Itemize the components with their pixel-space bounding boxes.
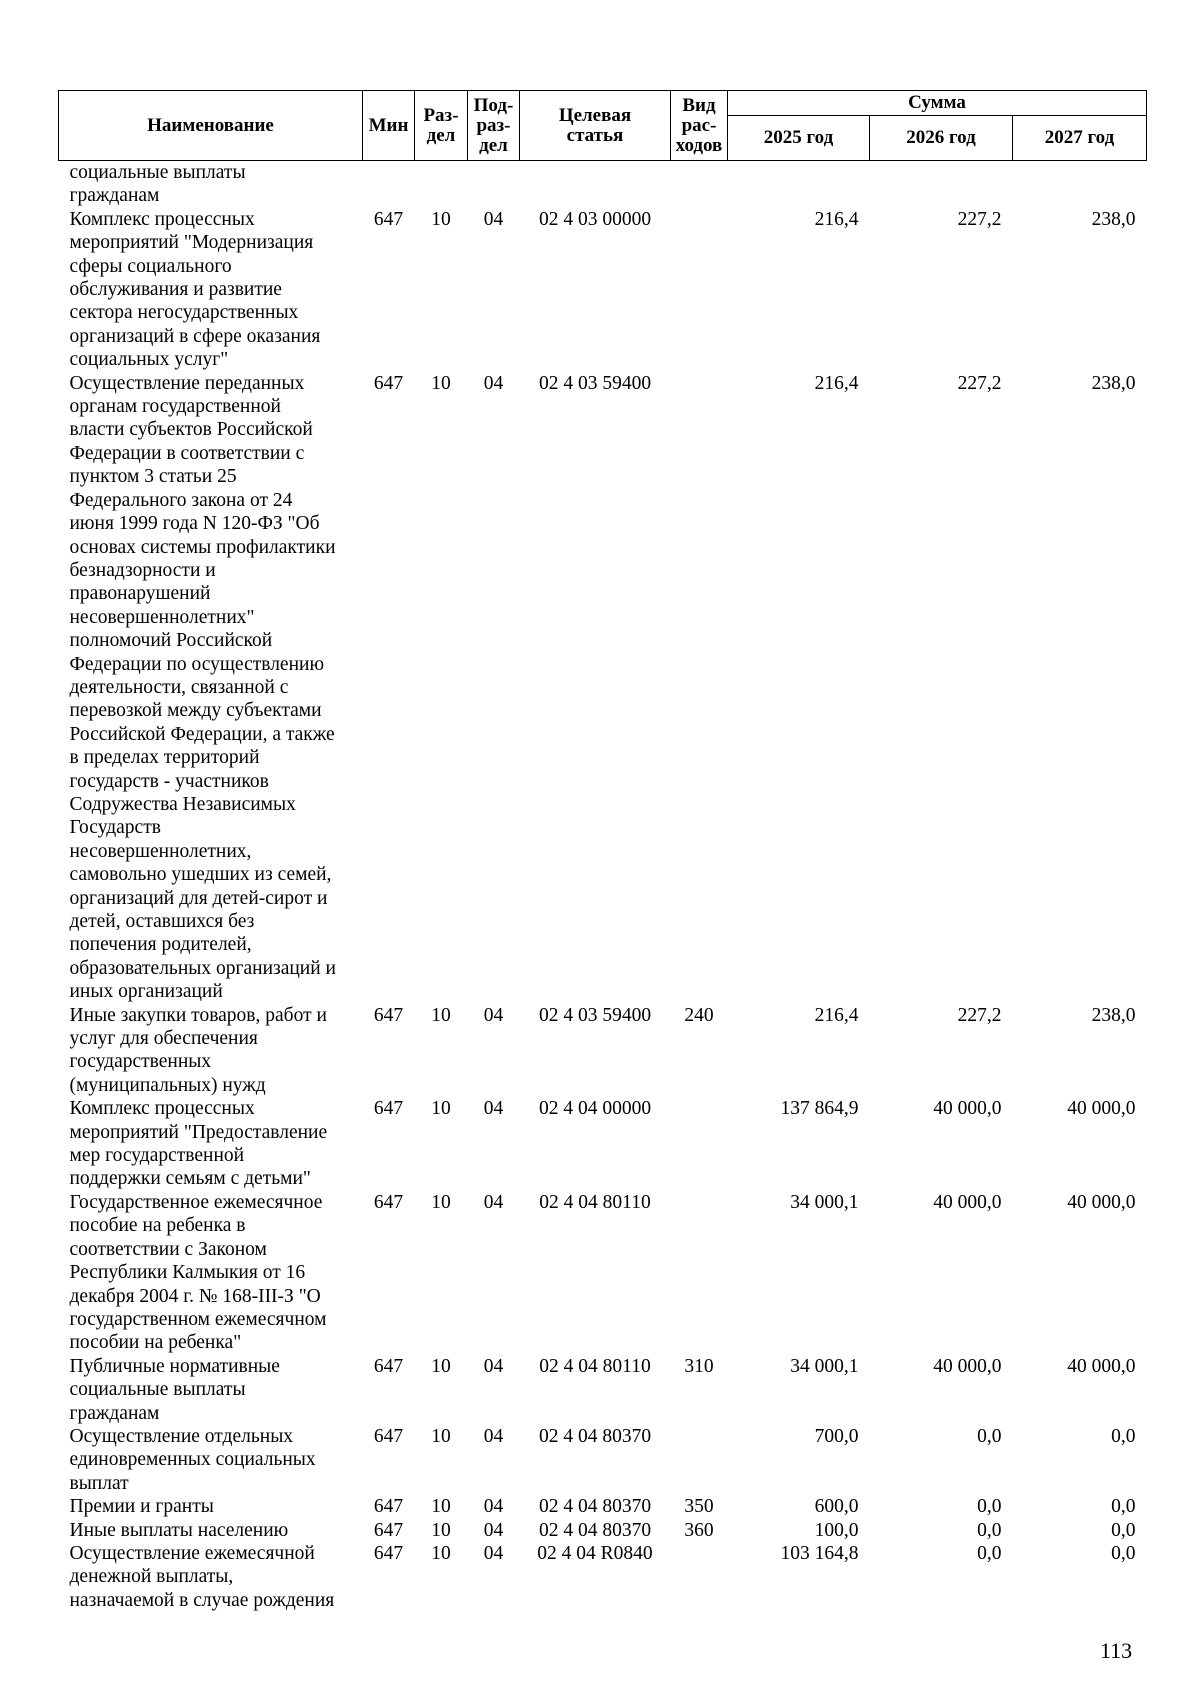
page-number: 113 (1100, 1638, 1133, 1663)
cell-razdel: 10 (431, 1519, 451, 1541)
header-razdel: Раз- дел (415, 91, 468, 161)
cell-sum-2026: 40 000,0 (933, 1355, 1002, 1377)
cell-min: 647 (373, 1542, 404, 1564)
cell-celevaya: 02 4 04 80110 (539, 1355, 651, 1377)
cell-name: Комплекс процессных мероприятий "Модернизация сферы социального обслуживания и развитие сектора негосударственных организаций в сфере оказания социальных услуг" (69, 208, 321, 371)
cell-sum-2027: 0,0 (1111, 1496, 1136, 1518)
cell-razdel: 10 (431, 208, 451, 230)
cell-sum-2026: 0,0 (977, 1496, 1002, 1518)
cell-celevaya: 02 4 04 80370 (538, 1496, 652, 1518)
table-row (59, 1355, 1147, 1425)
cell-sum-2025: 137 864,9 (780, 1098, 859, 1120)
cell-sum-2026: 0,0 (977, 1519, 1002, 1541)
cell-name: социальные выплаты гражданам (69, 162, 246, 207)
cell-min (363, 161, 415, 208)
cell-min: 647 (373, 1355, 404, 1377)
cell-min: 647 (373, 1004, 404, 1026)
table-row (59, 208, 1147, 372)
cell-sum-2025: 103 164,8 (780, 1542, 859, 1564)
cell-podrazdel: 04 (483, 1355, 504, 1377)
cell-sum-2026: 227,2 (957, 208, 1002, 230)
cell-celevaya: 02 4 04 80370 (538, 1425, 652, 1447)
cell-podrazdel: 04 (483, 1519, 504, 1541)
cell-razdel: 10 (431, 1004, 451, 1026)
cell-celevaya: 02 4 04 80110 (539, 1191, 651, 1213)
budget-table-page (58, 90, 1146, 1612)
cell-razdel: 10 (431, 1425, 451, 1447)
cell-sum-2025: 100,0 (814, 1519, 859, 1541)
cell-vid (671, 208, 728, 372)
budget-table (58, 90, 1147, 1612)
table-row (59, 1191, 1147, 1355)
cell-sum-2025: 600,0 (814, 1496, 859, 1518)
cell-name: Осуществление ежемесячной денежной выплаты, назначаемой в случае рождения (69, 1542, 335, 1611)
cell-sum-2025: 700,0 (814, 1425, 859, 1447)
cell-name: Государственное ежемесячное пособие на ребенка в соответствии с Законом Республики Калмыкия от 16 декабря 2004 г. № 168-III-З "О государственном ежемесячном пособии на ребенка" (69, 1191, 327, 1354)
cell-sum-2025: 216,4 (814, 1004, 859, 1026)
table-row (59, 1004, 1147, 1098)
cell-sum-2026: 227,2 (957, 372, 1002, 394)
cell-sum-2027: 238,0 (1091, 1004, 1136, 1026)
cell-celevaya: 02 4 04 00000 (538, 1098, 652, 1120)
cell-name: Иные выплаты населению (69, 1519, 289, 1541)
cell-min: 647 (373, 1098, 404, 1120)
cell-razdel (415, 161, 468, 208)
cell-sum-2027: 238,0 (1091, 208, 1136, 230)
cell-podrazdel (468, 161, 520, 208)
cell-podrazdel: 04 (483, 1425, 504, 1447)
cell-sum-2027: 0,0 (1111, 1425, 1136, 1447)
table-body (59, 161, 1147, 1613)
cell-sum-2027 (1013, 161, 1147, 208)
cell-min: 647 (373, 1191, 404, 1213)
cell-razdel: 10 (431, 1355, 451, 1377)
cell-razdel: 10 (431, 1098, 451, 1120)
cell-sum-2025: 216,4 (814, 372, 859, 394)
cell-sum-2025: 34 000,1 (790, 1355, 859, 1377)
cell-podrazdel: 04 (483, 1496, 504, 1518)
cell-vid: 310 (684, 1355, 714, 1377)
cell-sum-2027: 40 000,0 (1067, 1355, 1136, 1377)
cell-vid: 360 (684, 1519, 714, 1541)
cell-min: 647 (373, 1496, 404, 1518)
cell-sum-2025 (728, 161, 870, 208)
header-2025: 2025 год (728, 116, 870, 161)
cell-name: Осуществление переданных органам государственной власти субъектов Российской Федерации в соответствии с пунктом 3 статьи 25 Федерального закона от 24 июня 1999 года N 120-ФЗ "Об основах системы профилактики безнадзорности и правонарушений несовершеннолетних" полномочий Российской Федерации по осуществлению деятельности, связанной с перевозкой между субъектами Российской Федерации, а также в пределах территорий государств - участников Содружества Независимых Государств несовершеннолетних, самовольно ушедших из семей, организаций для детей-сирот и детей, оставшихся без попечения родителей, образовательных организаций и иных организаций (69, 372, 336, 1003)
header-2026: 2026 год (870, 116, 1013, 161)
table-row (59, 1425, 1147, 1495)
table-row (59, 1495, 1147, 1518)
cell-vid (671, 1542, 728, 1612)
header-celevaya: Целевая статья (520, 91, 671, 161)
table-row (59, 1097, 1147, 1191)
header-2027: 2027 год (1013, 116, 1147, 161)
cell-sum-2027: 40 000,0 (1067, 1098, 1136, 1120)
table-header (59, 91, 1147, 161)
cell-min: 647 (373, 372, 404, 394)
cell-sum-2026: 40 000,0 (933, 1191, 1002, 1213)
cell-vid (671, 1425, 728, 1495)
header-podrazdel: Под- раз- дел (468, 91, 520, 161)
table-row (59, 1519, 1147, 1542)
table-row (59, 1542, 1147, 1612)
cell-razdel: 10 (431, 372, 451, 394)
header-name: Наименование (59, 91, 363, 161)
cell-celevaya: 02 4 04 80370 (538, 1519, 652, 1541)
cell-vid (671, 1097, 728, 1191)
cell-celevaya (520, 161, 671, 208)
cell-vid (671, 1191, 728, 1355)
header-min: Мин (363, 91, 415, 161)
cell-podrazdel: 04 (483, 1004, 504, 1026)
cell-sum-2026: 0,0 (977, 1425, 1002, 1447)
cell-podrazdel: 04 (483, 1098, 504, 1120)
cell-sum-2026: 0,0 (977, 1542, 1002, 1564)
cell-name: Премии и гранты (69, 1496, 214, 1518)
cell-razdel: 10 (431, 1191, 451, 1213)
cell-min: 647 (373, 208, 404, 230)
cell-celevaya: 02 4 03 00000 (538, 208, 652, 230)
cell-vid: 350 (684, 1496, 714, 1518)
header-summa: Сумма (728, 91, 1147, 116)
cell-celevaya: 02 4 03 59400 (538, 372, 652, 394)
cell-sum-2027: 0,0 (1111, 1519, 1136, 1541)
cell-podrazdel: 04 (483, 1542, 504, 1564)
cell-podrazdel: 04 (483, 208, 504, 230)
cell-sum-2025: 34 000,1 (790, 1191, 859, 1213)
cell-min: 647 (373, 1519, 404, 1541)
cell-vid (671, 372, 728, 1004)
cell-sum-2026: 227,2 (957, 1004, 1002, 1026)
table-row (59, 161, 1147, 208)
cell-celevaya: 02 4 03 59400 (538, 1004, 652, 1026)
header-vid: Вид рас- ходов (671, 91, 728, 161)
cell-vid: 240 (684, 1004, 714, 1026)
cell-vid (671, 161, 728, 208)
cell-min: 647 (373, 1425, 404, 1447)
cell-razdel: 10 (431, 1496, 451, 1518)
table-row (59, 372, 1147, 1004)
cell-razdel: 10 (431, 1542, 451, 1564)
cell-name: Комплекс процессных мероприятий "Предоставление мер государственной поддержки семьям с детьми" (69, 1098, 328, 1190)
cell-name: Публичные нормативные социальные выплаты гражданам (69, 1355, 280, 1424)
cell-name: Осуществление отдельных единовременных социальных выплат (69, 1425, 316, 1494)
cell-sum-2025: 216,4 (814, 208, 859, 230)
cell-sum-2027: 40 000,0 (1067, 1191, 1136, 1213)
cell-name: Иные закупки товаров, работ и услуг для обеспечения государственных (муниципальных) нужд (69, 1004, 327, 1096)
cell-podrazdel: 04 (483, 372, 504, 394)
cell-sum-2027: 0,0 (1111, 1542, 1136, 1564)
cell-sum-2026 (870, 161, 1013, 208)
cell-sum-2027: 238,0 (1091, 372, 1136, 394)
cell-celevaya: 02 4 04 R0840 (537, 1542, 653, 1564)
cell-sum-2026: 40 000,0 (933, 1098, 1002, 1120)
cell-podrazdel: 04 (483, 1191, 504, 1213)
